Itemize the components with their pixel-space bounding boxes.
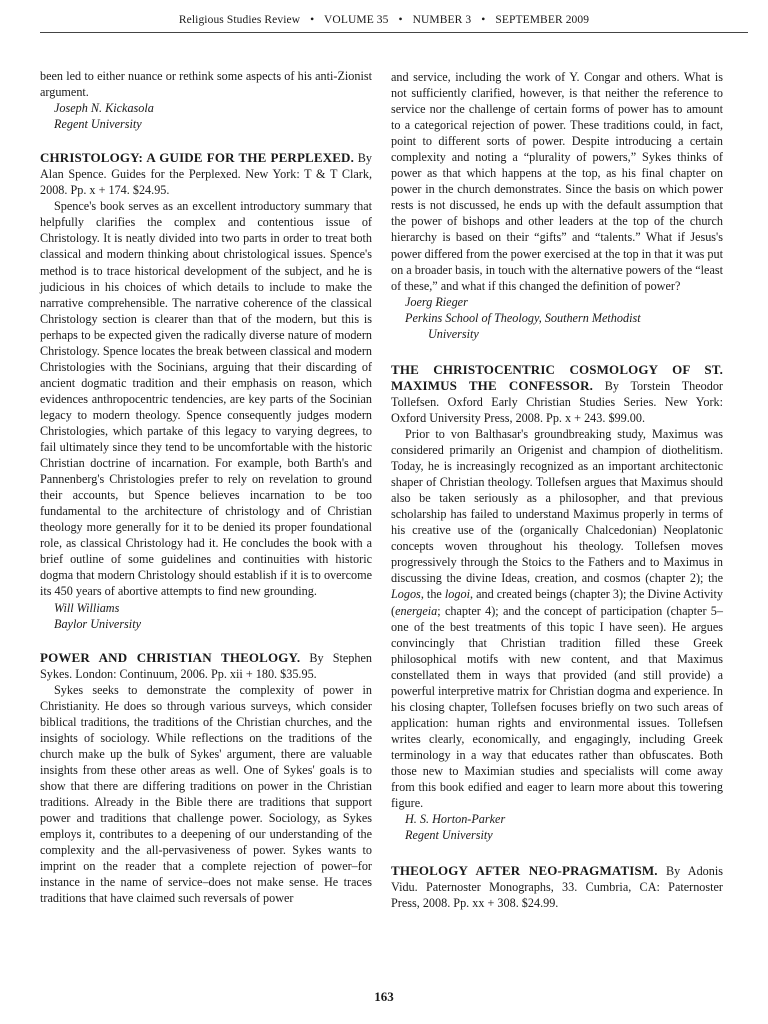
continued-review-text: been led to either nuance or rethink some aspects of his anti-Zionist argument. xyxy=(40,69,372,100)
section-gap xyxy=(391,843,723,863)
running-header xyxy=(0,14,768,26)
review-heading xyxy=(391,362,723,426)
book-title: THEOLOGY AFTER NEO-PRAGMATISM. xyxy=(391,863,658,879)
issue-date: SEPTEMBER 2009 xyxy=(495,14,590,26)
issue-number: NUMBER 3 xyxy=(412,14,472,26)
reviewer-affiliation: Regent University xyxy=(54,117,142,132)
review-heading xyxy=(391,863,723,911)
journal-title: Religious Studies Review xyxy=(178,14,301,26)
reviewer-affiliation: Regent University xyxy=(405,828,493,843)
reviewer-name: Will Williams xyxy=(54,600,120,615)
review-body: Spence's book serves as an excellent introductory summary that helpfully clarifies the complex and contentious issue of Christology. It is neatly divided into two parts in order to treat both classical and modern thinking about christological issues. Spence's method is to trace historical development of the subject, and he is judicious in his choices of which details to include to make the narrative comprehensible. The narrative coherence of the classical Christology section is clearer than that of the modern, but this is perhaps to be expected given the radically diverse nature of modern Christology. Spence locates the break between classical and modern Christologies with the Socinians, arguing that their discarding of ancient dogmatic tradition and their emphasis on reason, which evidences anthropocentric tendencies, are key parts of the Socinian legacy to modern theology. Spence consequently judges modern Christologies, which partake of this legacy to varying degrees, to fail ultimately since they tend to be uncomfortable with the historic Christian doctrine of incarnation. For example, both Barth's and Pannenberg's Christologies prefer to rely on revelation to ground their accounts, but Spence believes incarnation to be too fundamental to the architecture of christology and of Christian theology more generally for it to be denied its proper foundational role, as classical Christology had it. He concludes the book with a brief outline of some guidelines and continuities with historic dogma that modern Christology should establish if it is to overcome its 450 years of abortive attempts to find new grounding. xyxy=(40,199,372,599)
reviewer-affiliation: Perkins School of Theology, Southern Methodist xyxy=(405,310,641,325)
reviewer-name: Joseph N. Kickasola xyxy=(54,101,154,116)
reviewer-affiliation: University xyxy=(428,326,479,341)
book-citation: By Stephen Sykes. London: Continuum, 2006. Pp. xii + 180. $35.95. xyxy=(40,650,372,681)
page-number: 163 xyxy=(374,989,394,1004)
right-column xyxy=(391,69,723,911)
book-title: POWER AND CHRISTIAN THEOLOGY. xyxy=(40,649,301,665)
reviewer-name: H. S. Horton-Parker xyxy=(405,812,506,827)
review-text-segment: ; chapter 4); and the concept of participation (chapter 5–one of the best treatments of this topic I have seen). He argues convincingly that Christian tradition filled these Greek philosophical motifs with new content, and that Maximus constellated them in ways that provided (and still provide) a powerful interpretive matrix for Christian dogma and experience. In his closing chapter, Tollefsen focuses briefly on two such areas of application: human rights and environmental issues. Tollefsen writes clearly, economically, and engagingly, including Greek terminology in a way that educates rather than obfuscates. Both those new to Maximian studies and specialists will come away from this book edified and eager to learn more about this towering figure. xyxy=(391,603,723,811)
section-gap xyxy=(391,342,723,362)
review-body xyxy=(391,426,723,811)
book-title: CHRISTOLOGY: A GUIDE FOR THE PERPLEXED. xyxy=(40,150,354,166)
reviewer-affiliation: Baylor University xyxy=(54,616,141,631)
review-body: Sykes seeks to demonstrate the complexity of power in Christianity. He does so through various surveys, which consider biblical traditions, the traditions of the Christian churches, and the insights of sociology. While reflections on the traditions of the church make up the bulk of Sykes' argument, there are valuable insights from these other areas as well. One of Sykes' goals is to show that there are differing traditions on power in the Christian traditions. Already in the Bible there are traditions that support power and traditions that challenge power. Sociology, as Sykes employs it, contributes to a deepening of our understanding of the complexity and the all-pervasiveness of power. Sykes wants to imprint on the reader that a complete rejection of power–for instance in the name of service–does not make sense. He traces traditions that have claimed such reversals of power xyxy=(40,682,372,906)
left-column xyxy=(40,68,372,906)
continued-review-text: and service, including the work of Y. Congar and others. What is not sufficiently clarified, however, is that neither the reference to service nor the challenge of certain forms of power has to amount to a categorical rejection of power. These traditions could, in fact, point to different sorts of power. Despite introducing a certain complexity and noting a “plurality of powers,” Sykes thinks of power as that which happens at the top, as his final chapter on power in the church demonstrates. Since the basis on which power rests is not discussed, he ends up with the default assumption that the power of bishops and other leaders at the top of the church hierarchy is based on their “gifts” and “talents.” What if Jesus's power differed from the power exercised at the top in that it was put on a broader basis, in touch with the alternative powers of the “least of these,” and what if this changed the definition of power? xyxy=(391,70,723,293)
book-title: THE CHRISTOCENTRIC COSMOLOGY OF ST. MAXIMUS THE CONFESSOR. xyxy=(391,361,723,393)
greek-term: Logos xyxy=(391,587,421,602)
book-citation: By Alan Spence. Guides for the Perplexed. New York: T & T Clark, 2008. Pp. x + 174. $24.95. xyxy=(40,151,372,198)
greek-term: logoi xyxy=(444,587,470,602)
header-separator: • xyxy=(481,14,486,26)
review-heading xyxy=(40,650,372,682)
header-separator: • xyxy=(398,14,403,26)
reviewer-name: Joerg Rieger xyxy=(405,294,468,309)
greek-term: energeia xyxy=(395,603,438,618)
header-rule xyxy=(40,32,748,33)
book-citation: By Torstein Theodor Tollefsen. Oxford Early Christian Studies Series. New York: Oxford University Press, 2008. Pp. x + 243. $99.00. xyxy=(391,378,723,425)
review-text-segment: , the xyxy=(420,587,445,602)
review-text-segment: , and created beings (chapter 3); the Divine Activity ( xyxy=(391,587,723,618)
section-gap xyxy=(40,132,372,150)
review-heading xyxy=(40,150,372,198)
header-separator: • xyxy=(310,14,315,26)
volume-label: VOLUME 35 xyxy=(324,14,389,26)
book-citation: By Adonis Vidu. Paternoster Monographs, 33. Cumbria, CA: Paternoster Press, 2008. Pp. xx + 308. $24.99. xyxy=(391,864,723,911)
review-text-segment: Prior to von Balthasar's groundbreaking study, Maximus was considered primarily an Origenist and champion of diothelitism. Today, he is increasingly recognized as an important architectonic shaper of Christian theology. Tollefsen argues that Maximus should also be taken seriously as a philosopher, and that previous scholarship has failed to understand Maximus properly in terms of his creative use of the (organically Chalcedonian) Neoplatonic concepts woven throughout his theology. Tollefsen moves progressively through the Stoics to the Fathers and to Maximus in discussing the divine Ideas, creation, and cosmos (chapter 2); the xyxy=(391,426,723,586)
section-gap xyxy=(40,632,372,650)
